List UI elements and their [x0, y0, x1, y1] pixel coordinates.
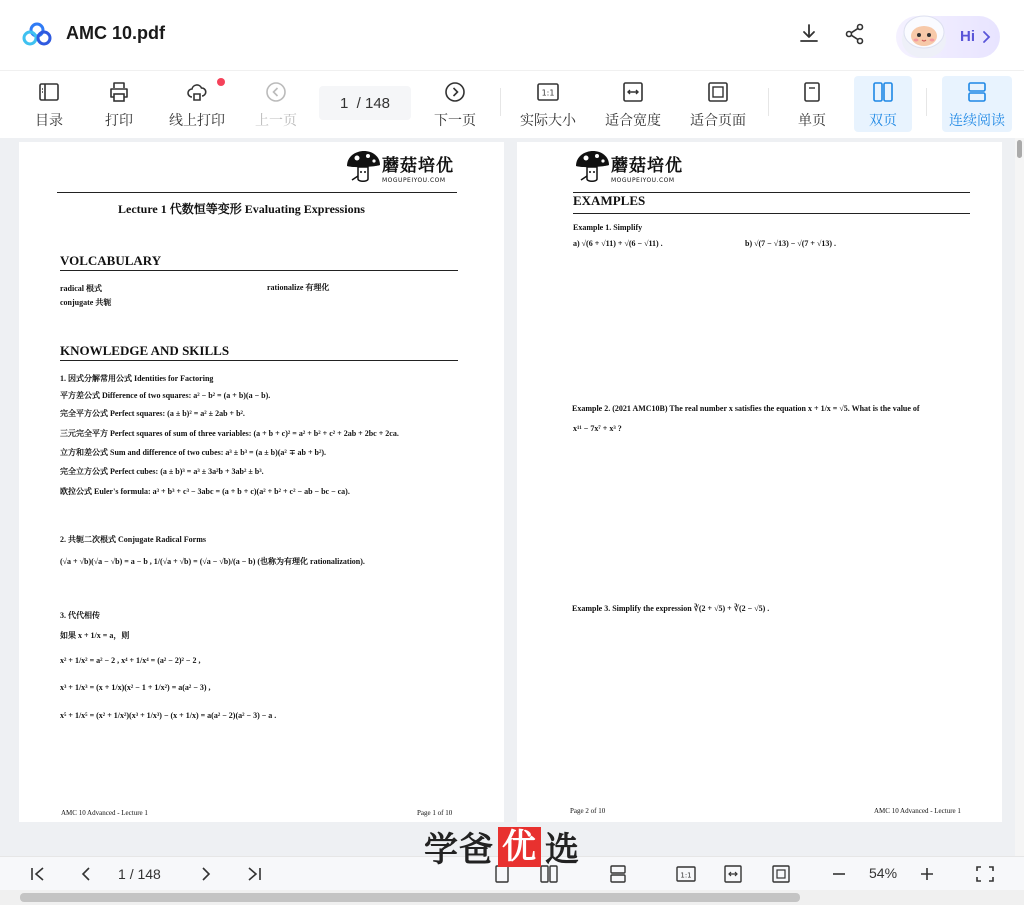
section-rule — [60, 360, 458, 361]
zoom-out-icon[interactable] — [829, 865, 849, 883]
fit-width-icon — [621, 80, 645, 104]
file-name: AMC 10.pdf — [66, 23, 165, 43]
continuous-read-button[interactable] — [942, 76, 1012, 132]
printer-icon — [107, 80, 131, 104]
vocab-item: rationalize 有理化 — [267, 283, 330, 292]
svg-text:1:1: 1:1 — [541, 88, 555, 98]
fit-page-icon — [706, 80, 730, 104]
brand-name-en: MOGUPEIYOU.COM — [382, 176, 446, 184]
assistant-avatar-icon — [896, 10, 952, 62]
example-text: x¹¹ − 7x⁷ + x³ ? — [573, 424, 622, 433]
single-page-label: 单页 — [798, 112, 826, 128]
section-rule — [573, 213, 970, 214]
double-page-button[interactable] — [854, 76, 912, 132]
download-icon[interactable] — [797, 22, 821, 46]
mushroom-logo-icon — [344, 150, 382, 184]
lecture-title: Lecture 1 代数恒等变形 Evaluating Expressions — [118, 202, 365, 216]
toc-label: 目录 — [35, 112, 63, 128]
chevron-left-circle-icon — [264, 80, 288, 104]
examples-heading: EXAMPLES — [573, 193, 646, 208]
page-number-input[interactable] — [319, 86, 411, 120]
formula-line: x² + 1/x² = a² − 2 , x⁴ + 1/x⁴ = (a² − 2)² − 2 , — [60, 656, 201, 665]
fit-width-icon[interactable] — [723, 865, 743, 883]
ai-assistant-button[interactable] — [896, 16, 1000, 58]
next-page-button[interactable] — [431, 76, 479, 132]
fit-width-label: 适合宽度 — [605, 112, 661, 128]
formula-line: 立方和差公式 Sum and difference of two cubes: a³ ± b³ = (a ± b)(a² ∓ ab + b²). — [60, 448, 327, 457]
formula-line: 完全平方公式 Perfect squares: (a ± b)² = a² ± 2ab + b². — [60, 409, 245, 418]
hi-label: Hi — [960, 28, 975, 45]
fit-width-button[interactable] — [601, 76, 665, 132]
fit-page-button[interactable] — [686, 76, 750, 132]
formula-line: x⁵ + 1/x⁵ = (x² + 1/x²)(x³ + 1/x³) − (x + 1/x) = a(a² − 2)(a² − 3) − a . — [60, 711, 277, 720]
toc-icon — [37, 80, 61, 104]
scroll-thumb[interactable] — [20, 893, 800, 902]
fullscreen-icon[interactable] — [975, 865, 995, 883]
page-footer-right: Page 1 of 10 — [417, 809, 453, 817]
fit-page-label: 适合页面 — [690, 112, 746, 128]
example-title: Example 1. Simplify — [573, 223, 643, 232]
page-footer-left: AMC 10 Advanced - Lecture 1 — [61, 809, 148, 817]
formula-line: 平方差公式 Difference of two squares: a² − b² = (a + b)(a − b). — [60, 391, 271, 400]
watermark — [424, 822, 580, 871]
section-title: 3. 代代相传 — [60, 611, 100, 620]
continuous-read-icon — [965, 80, 989, 104]
print-label: 打印 — [105, 112, 133, 128]
example-text: Example 3. Simplify the expression ∛(2 + √5) + ∛(2 − √5) . — [572, 604, 770, 613]
actual-size-icon[interactable] — [676, 865, 696, 883]
print-button[interactable] — [100, 76, 138, 132]
page-footer-left: Page 2 of 10 — [570, 807, 606, 815]
section-title: 1. 因式分解常用公式 Identities for Factoring — [60, 374, 214, 383]
formula-line: 三元完全平方 Perfect squares of sum of three variables: (a + b + c)² = a² + b² + c² + 2ab + 2bc + 2ca. — [60, 429, 399, 438]
cloud-print-icon — [185, 80, 209, 104]
prev-page-button[interactable] — [252, 76, 300, 132]
formula-line: 如果 x + 1/x = a，则 — [60, 631, 130, 640]
title-bar — [0, 0, 1024, 70]
notification-dot — [217, 78, 225, 86]
bottom-current-page: 1 — [118, 866, 126, 882]
chevron-right-circle-icon — [443, 80, 467, 104]
actual-size-button[interactable] — [516, 76, 580, 132]
chevron-right-icon[interactable] — [196, 865, 216, 883]
brand-name-en: MOGUPEIYOU.COM — [611, 176, 675, 184]
first-page-icon[interactable] — [28, 865, 48, 883]
online-print-label: 线上打印 — [169, 112, 225, 128]
page-footer-right: AMC 10 Advanced - Lecture 1 — [874, 807, 961, 815]
app-logo-icon — [22, 22, 52, 46]
continuous-read-label: 连续阅读 — [949, 112, 1005, 128]
next-page-label: 下一页 — [434, 112, 476, 128]
example-text: Example 2. (2021 AMC10B) The real number x satisfies the equation x + 1/x = √5. What is the value of — [572, 404, 920, 413]
zoom-level[interactable]: 54% — [869, 865, 898, 881]
scroll-thumb[interactable] — [1017, 140, 1022, 158]
example-part: a) √(6 + √11) + √(6 − √11) . — [573, 239, 663, 248]
share-icon[interactable] — [843, 22, 867, 46]
actual-size-icon — [536, 80, 560, 104]
horizontal-scrollbar[interactable] — [0, 890, 1024, 905]
svg-text:1:1: 1:1 — [680, 871, 692, 880]
section-rule — [60, 270, 458, 271]
fit-page-icon[interactable] — [771, 865, 791, 883]
divider — [768, 88, 769, 116]
vocab-heading: VOLCABULARY — [60, 253, 162, 268]
total-pages: / 148 — [356, 94, 391, 112]
brand-logo — [344, 150, 454, 184]
divider — [500, 88, 501, 116]
vertical-scrollbar[interactable] — [1015, 138, 1024, 856]
zoom-in-icon[interactable] — [917, 865, 937, 883]
mushroom-logo-icon — [573, 150, 611, 184]
watermark-text: 学爸 — [424, 830, 494, 870]
pdf-page-2 — [517, 142, 1002, 822]
skills-heading: KNOWLEDGE AND SKILLS — [60, 343, 230, 358]
double-page-icon — [871, 80, 895, 104]
watermark-text: 选 — [545, 830, 580, 870]
brand-name-cn: 蘑菇培优 — [611, 155, 683, 176]
bottom-total-pages: / 148 — [129, 866, 161, 882]
vocab-item: conjugate 共轭 — [60, 298, 112, 307]
watermark-highlight: 优 — [498, 827, 541, 867]
toc-button[interactable] — [30, 76, 68, 132]
brand-logo — [573, 150, 683, 184]
current-page: 1 — [339, 94, 349, 112]
formula-line: (√a + √b)(√a − √b) = a − b , 1/(√a + √b) = (√a − √b)/(a − b) (也称为有理化 rationalization). — [60, 557, 365, 566]
section-title: 2. 共轭二次根式 Conjugate Radical Forms — [60, 535, 206, 544]
brand-name-cn: 蘑菇培优 — [382, 155, 454, 176]
pdf-page-1 — [19, 142, 504, 822]
formula-line: 欧拉公式 Euler's formula: a³ + b³ + c³ − 3abc = (a + b + c)(a² + b² + c² − ab − bc − ca). — [60, 487, 350, 496]
single-page-button[interactable] — [792, 76, 832, 132]
formula-line: 完全立方公式 Perfect cubes: (a ± b)³ = a³ ± 3a²b + 3ab² ± b³. — [60, 467, 264, 476]
formula-line: x³ + 1/x³ = (x + 1/x)(x² − 1 + 1/x²) = a(a² − 3) , — [60, 683, 211, 692]
example-part: b) √(7 − √13) − √(7 + √13) . — [745, 239, 837, 248]
single-page-icon — [800, 80, 824, 104]
last-page-icon[interactable] — [244, 865, 264, 883]
prev-page-label: 上一页 — [255, 112, 297, 128]
continuous-read-icon[interactable] — [608, 865, 628, 883]
chevron-right-icon — [980, 30, 992, 44]
bottom-page-indicator[interactable] — [118, 866, 161, 882]
divider — [926, 88, 927, 116]
actual-size-label: 实际大小 — [520, 112, 576, 128]
vocab-item: radical 根式 — [60, 284, 102, 293]
double-page-label: 双页 — [869, 112, 897, 128]
chevron-left-icon[interactable] — [76, 865, 96, 883]
header-rule — [57, 192, 457, 193]
